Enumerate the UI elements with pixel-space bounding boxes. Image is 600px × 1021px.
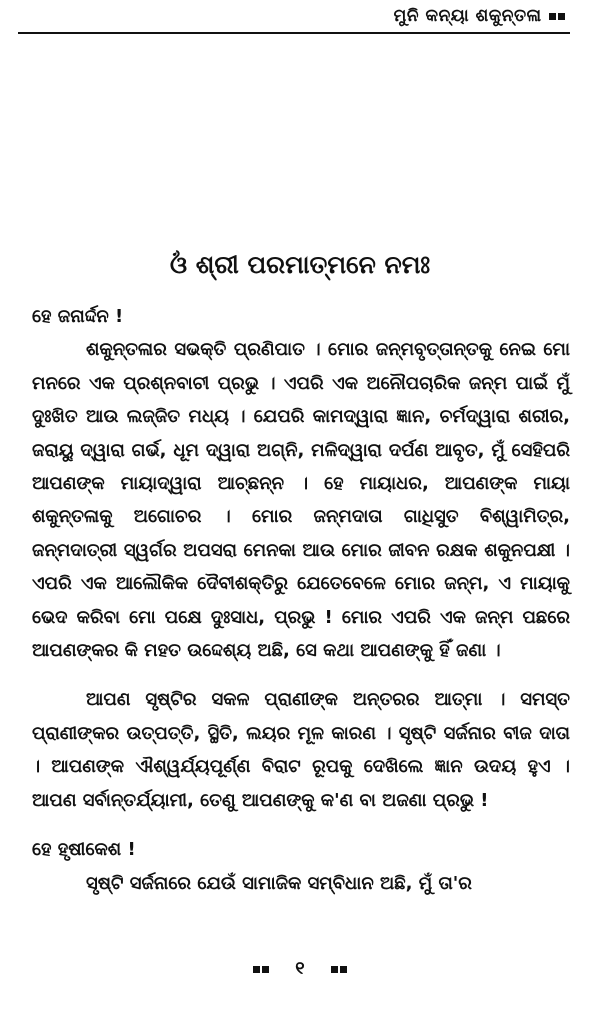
page-body — [32, 300, 570, 900]
paragraph: ସୃଷ୍ଟି ସର୍ଜନାରେ ଯେଉଁ ସାମାଜିକ ସମ୍ବିଧାନ ଅଛି, ମୁଁ ତା'ର — [86, 872, 472, 894]
paragraph: ଆପଣ ସୃଷ୍ଟିର ସକଳ ପ୍ରାଣୀଙ୍କ ଅନ୍ତରର ଆତ୍ମା । ସମସ୍ତ ପ୍ରାଣୀଙ୍କର ଉତ୍ପତ୍ତି, ସ୍ଥିତି, ଲୟର ମୂଳ କାରଣ । ସୃଷ୍ଟି ସର୍ଜନାର ବୀଜ ଦାତା । ଆପଣଙ୍କ ଐଶ୍ୱର୍ଯ୍ୟପୂର୍ଣ୍ଣ ବିରାଟ ରୂପକୁ ଦେଖିଲେ ଜ୍ଞାନ ଉଦୟ ହୁଏ । ଆପଣ ସର୍ବାନ୍ତର୍ଯ୍ୟାମୀ, ତେଣୁ ଆପଣଙ୍କୁ କ'ଣ ବା ଅଜଣା ପ୍ରଭୁ ! — [32, 689, 570, 811]
page-footer — [0, 958, 600, 979]
header-rule — [18, 32, 570, 34]
header-ornament — [548, 6, 566, 26]
running-header — [394, 6, 566, 26]
running-title: ମୁନି କନ୍ୟା ଶକୁନ୍ତଳା — [393, 6, 542, 26]
footer-ornament-right — [330, 958, 348, 979]
salutation-janardana: ହେ ଜନାର୍ଦ୍ଦନ ! — [32, 306, 124, 327]
salutation-hrishikesha: ହେ ହୃଷୀକେଶ ! — [32, 839, 136, 861]
page-title: ଓଁ ଶ୍ରୀ ପରମାତ୍ମନେ ନମଃ — [169, 250, 431, 279]
page-number: ୧ — [295, 958, 305, 979]
paragraph: ଶକୁନ୍ତଳାର ସଭକ୍ତି ପ୍ରଣିପାତ । ମୋର ଜନ୍ମବୃତ୍ତାନ୍ତକୁ ନେଇ ମୋ ମନରେ ଏକ ପ୍ରଶ୍ନବାଚୀ ପ୍ରଭୁ । ଏପରି ଏକ ଅନୌପଚାରିକ ଜନ୍ମ ପାଇଁ ମୁଁ ଦୁଃଖିତ ଆଉ ଲଜ୍ଜିତ ମଧ୍ୟ । ଯେପରି କାମଦ୍ୱାରା ଜ୍ଞାନ, ଚର୍ମଦ୍ୱାରା ଶରୀର, ଜରାୟୁ ଦ୍ୱାରା ଗର୍ଭ, ଧୂମ ଦ୍ୱାରା ଅଗ୍ନି, ମଳିଦ୍ୱାରା ଦର୍ପଣ ଆବୃତ, ମୁଁ ସେହିପରି ଆପଣଙ୍କ ମାୟାଦ୍ୱାରା ଆଚ୍ଛନ୍ନ । ହେ ମାୟାଧର, ଆପଣଙ୍କ ମାୟା ଶକୁନ୍ତଳାକୁ ଅଗୋଚର । ମୋର ଜନ୍ମଦାତା ଗାଧିସୁତ ବିଶ୍ୱାମିତ୍ର, ଜନ୍ମଦାତ୍ରୀ ସ୍ୱର୍ଗର ଅପସରା ମେନକା ଆଉ ମୋର ଜୀବନ ରକ୍ଷକ ଶକୁନପକ୍ଷୀ । ଏପରି ଏକ ଆଲୌକିକ ଦୈବୀଶକ୍ତିରୁ ଯେତେବେଳେ ମୋର ଜନ୍ମ, ଏ ମାୟାକୁ ଭେଦ କରିବା ମୋ ପକ୍ଷେ ଦୁଃସାଧ, ପ୍ରଭୁ ! ମୋର ଏପରି ଏକ ଜନ୍ମ ପଛରେ ଆପଣଙ୍କର କି ମହତ ଉଦ୍ଦେଶ୍ୟ ଅଛି, ସେ କଥା ଆପଣଙ୍କୁ ହିଁ ଜଣା । — [32, 339, 570, 662]
footer-ornament-left — [252, 958, 270, 979]
